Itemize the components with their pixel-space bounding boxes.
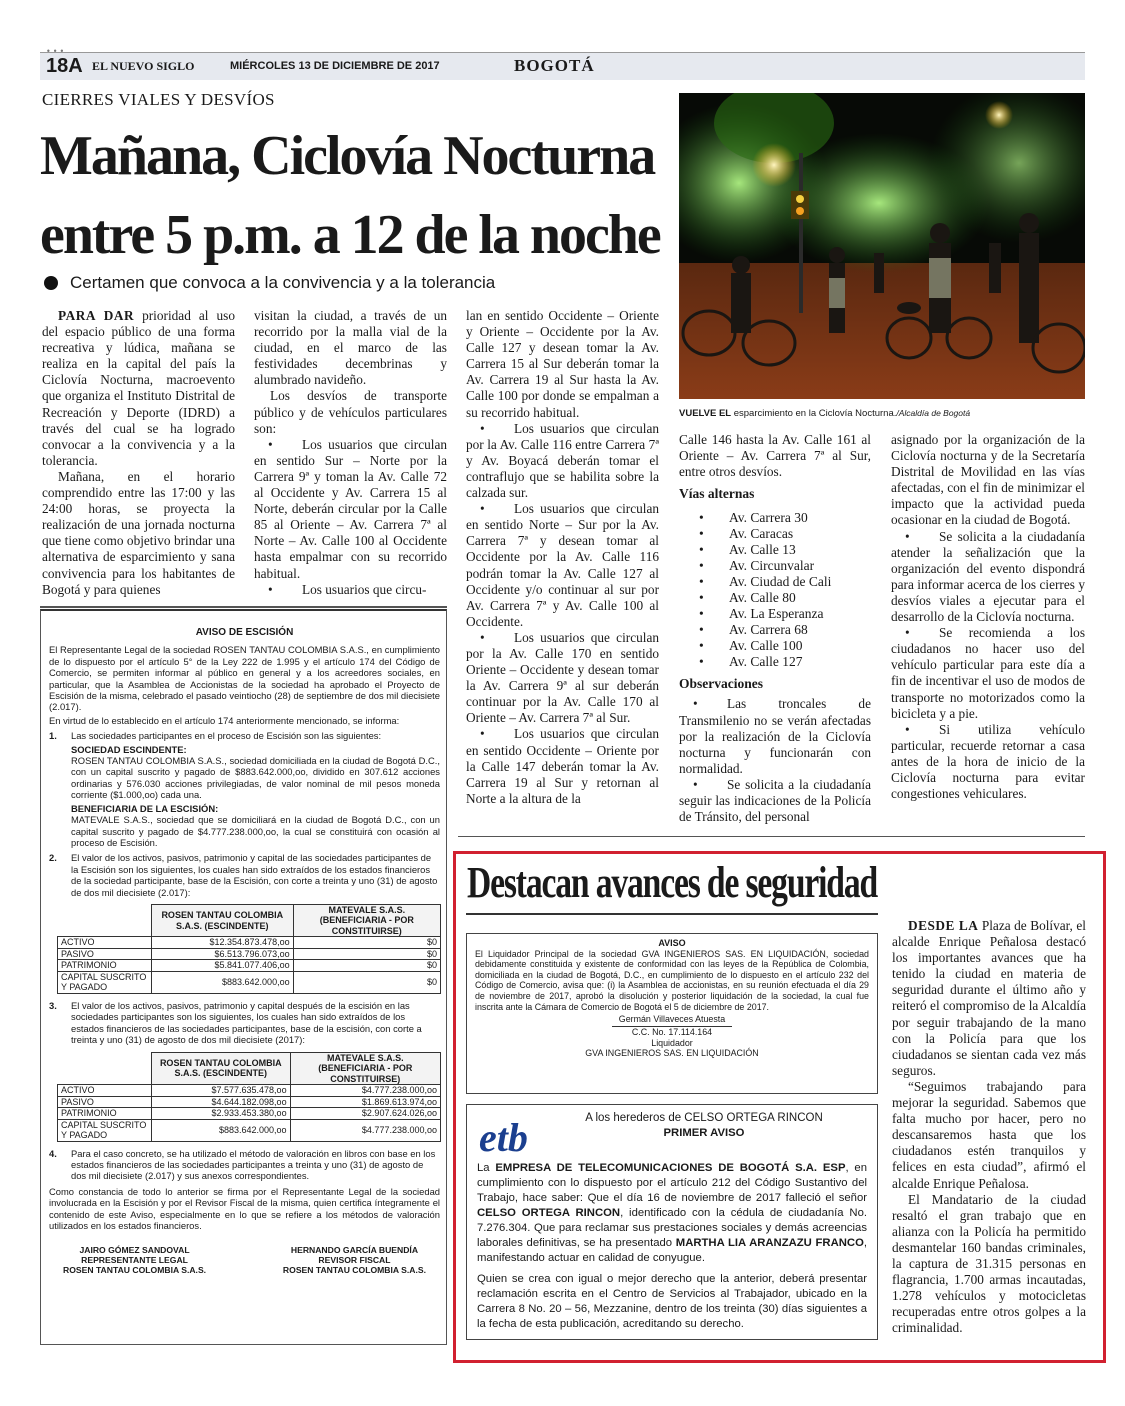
deceased-name: CELSO ORTEGA RINCON bbox=[477, 1207, 621, 1219]
article-kicker: CIERRES VIALES Y DESVÍOS bbox=[42, 90, 275, 109]
article2-column bbox=[892, 918, 1086, 1336]
etb-paragraph-1 bbox=[477, 1161, 867, 1266]
bullet-dot-icon bbox=[44, 276, 58, 290]
notice-paragraph: Como constancia de todo lo anterior se firma por el Representante Legal de la sociedad involucrada en la Escisión y por el Revisor Fiscal de la misma, quien certifica íntegramente el contenido de este Aviso, especialmente en lo que se refiere a los métodos de valoración utilizados en los estados financieros. bbox=[49, 1185, 440, 1231]
signer-name: Germán Villaveces Atuesta bbox=[618, 1014, 726, 1025]
list-item: Si utiliza vehículo particular, recuerde retornar a casa antes de la hora de inicio de la Ciclovía nocturna para evitar congestiones vehiculares. bbox=[891, 721, 1085, 802]
table-cell: PATRIMONIO bbox=[58, 960, 152, 972]
table-cell: $1.869.613.974,oo bbox=[290, 1096, 440, 1108]
paragraph: Calle 146 hasta la Av. Calle 161 al Oriente – Av. Carrera 7ª al Sur, entre otros desvíos. bbox=[679, 432, 871, 480]
text: , en cumplimiento con lo dispuesto por el artículo 212 del Código Sustantivo del Trabajo, hace saber: Que el día 16 de noviembre de 2017 falleció el señor bbox=[477, 1162, 867, 1204]
notice-item: El valor de los activos, pasivos, patrimonio y capital después de la escisión en las sociedades participantes son los siguientes, los cuales han sido extraídos de los estados financieros de las sociedades participantes, base de la escisión, con corte a treinta y uno (31) de agosto de dos mil diecisiete (2017): bbox=[71, 999, 422, 1046]
divider bbox=[40, 606, 447, 608]
list-item: Se solicita a la ciudadanía atender la señalización que la organización del evento dispondrá para informar acerca de los cierres y desvíos viales a ejecutar para el desarrollo de la Ciclovía nocturna. bbox=[891, 528, 1085, 625]
table-cell: $4.777.238.000,oo bbox=[290, 1085, 440, 1097]
signer-role: REVISOR FISCAL bbox=[318, 1255, 391, 1266]
claimant-name: MARTHA LIA ARANZAZU FRANCO bbox=[675, 1237, 864, 1249]
table-cell: PASIVO bbox=[58, 948, 152, 960]
table-cell: CAPITAL SUSCRITO Y PAGADO bbox=[58, 971, 152, 993]
table-cell: $4.777.238.000,oo bbox=[290, 1119, 440, 1141]
signature-block bbox=[475, 1014, 869, 1058]
table-header: ROSEN TANTAU COLOMBIA S.A.S. (ESCINDENTE) bbox=[151, 1052, 290, 1085]
bullet-icon: • bbox=[693, 696, 698, 712]
lead-in: DESDE LA bbox=[908, 918, 979, 933]
list-item: • Av. Ciudad de Cali bbox=[679, 574, 871, 590]
headline-line-2: entre 5 p.m. a 12 de la noche bbox=[40, 204, 660, 266]
paragraph: asignado por la organización de la Ciclovía nocturna y de la Secretaría Distrital de Movilidad en las vías afectadas, con el fin de minimizar el impacto que la actividad pueda ocasionar en la ciudad de Bogotá. bbox=[891, 432, 1085, 528]
table-cell: $7.577.635.478,oo bbox=[151, 1085, 290, 1097]
paragraph: El Mandatario de la ciudad resaltó el gran trabajo que en alianza con la Policía ha permitido desmantelar 160 bandas criminales, la captura de 31.315 personas en flagrancia, 1.700 armas incautadas, 1.278 vehículos y motocicletas recuperadas entre otros golpes a la criminalidad. bbox=[892, 1191, 1086, 1336]
table-row bbox=[58, 1119, 441, 1141]
signature-legal-rep bbox=[63, 1245, 206, 1275]
bullet-icon: • bbox=[480, 726, 485, 742]
notice-item: El valor de los activos, pasivos, patrimonio y capital de las sociedades participantes de la Escisión son los siguientes, los cuales han sido extraídos de los estados financieros de la sociedad participante, base de la Escisión, con corte a treinta y uno (31) de agosto de dos mil diecisiete (2.017): bbox=[71, 852, 438, 898]
item-number: 3. bbox=[49, 999, 57, 1011]
signer-org: GVA INGENIEROS SAS. EN LIQUIDACIÓN bbox=[585, 1047, 759, 1058]
paragraph: Plaza de Bolívar, el alcalde Enrique Peñalosa destacó los importantes avances que ha tenido la ciudad en materia de seguridad durante el último año y reiteró el compromiso de la Alcaldía por seguir trabajando de la mano con la Policía para que los ciudadanos se sientan cada vez más seguros. bbox=[892, 918, 1086, 1078]
list-item: • Av. Circunvalar bbox=[679, 558, 871, 574]
table-header bbox=[58, 904, 152, 937]
bullet-icon: • bbox=[268, 581, 273, 597]
escindente-label: SOCIEDAD ESCINDENTE: bbox=[71, 743, 187, 755]
table-header: MATEVALE S.A.S. (BENEFICIARIA - POR CONSTITUIRSE) bbox=[293, 904, 440, 937]
table-cell: $2.907.624.026,oo bbox=[290, 1108, 440, 1120]
etb-line-2: PRIMER AVISO bbox=[663, 1127, 745, 1139]
etb-line-1: A los herederos de CELSO ORTEGA RINCON bbox=[585, 1112, 823, 1124]
list-item: • Av. Calle 100 bbox=[679, 638, 871, 654]
logo-text: etb bbox=[479, 1115, 528, 1160]
bullet-icon: • bbox=[480, 629, 485, 645]
table-header bbox=[58, 1052, 152, 1085]
table-cell: $12.354.873.478,oo bbox=[151, 937, 293, 949]
aviso-gva bbox=[466, 933, 878, 1094]
list-item: • Av. Calle 13 bbox=[679, 542, 871, 558]
article-column-1 bbox=[42, 308, 235, 598]
notice-item: Las sociedades participantes en el proceso de Escisión son las siguientes: bbox=[71, 730, 382, 742]
text: La bbox=[477, 1162, 496, 1174]
paragraph: Los desvíos de transporte público y de vehículos particulares son: bbox=[254, 388, 447, 436]
table-cell: $6.513.796.073,oo bbox=[151, 948, 293, 960]
article-column-5 bbox=[891, 432, 1085, 802]
paragraph: “Seguimos trabajando para mejorar la seguridad. Sabemos que falta mucho por hacer, pero no descansaremos hasta que los ciudadanos estén tranquilos y felices en esta ciudad”, afirmó el alcalde Enrique Peñalosa. bbox=[892, 1078, 1086, 1191]
caption-credit: /Alcaldía de Bogotá bbox=[896, 408, 971, 418]
financial-table-after bbox=[57, 1052, 441, 1142]
table-cell: $2.933.453.380,oo bbox=[151, 1108, 290, 1120]
header-dots: ••• bbox=[46, 47, 67, 56]
bullet-icon: • bbox=[905, 625, 910, 641]
caption-text: esparcimiento en la Ciclovía Nocturna. bbox=[731, 408, 897, 419]
table-cell: $883.642.000,oo bbox=[151, 1119, 290, 1141]
list-item: Los usuarios que circulan en sentido Sur – Norte por la Carrera 9ª y toman la Av. Calle 72 al Occidente y Av. Carrera 15 al Norte, deberán circular por la Calle 85 al Oriente – Av. Carrera 7ª al Norte – Av. Calle 100 al Occidente hasta empalmar con su recorrido habitual. bbox=[254, 436, 447, 581]
bullet-icon: • bbox=[268, 436, 273, 452]
signer-name: JAIRO GÓMEZ SANDOVAL bbox=[79, 1245, 190, 1256]
list-item: • Av. Calle 80 bbox=[679, 590, 871, 606]
notice-paragraph: El Liquidador Principal de la sociedad GVA INGENIEROS SAS. EN LIQUIDACIÓN, sociedad debidamente constituida y existente de conformidad con las leyes de la República de Colombia, domiciliada en la ciudad de Bogotá, D.C., en cumplimiento de lo dispuesto en el artículo 232 del Código de Comercio, avisa que: (i) la Asamblea de accionistas, en su reunión efectuada el día 29 de noviembre de 2017, aprobó la disolución y posterior liquidación de la sociedad, la cual fue inscrita ante la Cámara de Comercio de Bogotá el 5 de diciembre de 2017. bbox=[475, 948, 869, 1012]
article-column-3 bbox=[466, 308, 659, 807]
beneficiaria-text: MATEVALE S.A.S., sociedad que se domiciliará en la ciudad de Bogotá D.C., con un capital suscrito y pagado de $4.777.238.000,oo, la cual se constituirá con ocasión al proceso de Escisión. bbox=[71, 814, 440, 848]
text: , identificado con la cédula de ciudadanía No. 7.276.304. Que para reclamar sus prestaciones sociales y demás acreencias laborales definitivas, se ha presentado bbox=[477, 1207, 867, 1249]
notice-title: AVISO DE ESCISIÓN bbox=[195, 627, 294, 638]
bullet-icon: • bbox=[480, 501, 485, 517]
observaciones-title: Observaciones bbox=[679, 676, 763, 692]
table-cell: PASIVO bbox=[58, 1096, 152, 1108]
list-item: Los usuarios que circulan en sentido Norte – Sur por la Av. Carrera 7ª y desean tomar al Occidente por la Av. Calle 116 podrán tomar la Av. Calle 127 al Occidente y/o continuar al sur por Av. Carrera 7ª y Av. Calle 100 al Occidente. bbox=[466, 501, 659, 629]
notice-paragraph: En virtud de lo establecido en el artículo 174 anteriormente mencionado, se informa: bbox=[49, 714, 400, 726]
beneficiaria-label: BENEFICIARIA DE LA ESCISIÓN: bbox=[71, 802, 219, 814]
signer-role: Liquidador bbox=[651, 1037, 693, 1048]
article-column-4 bbox=[679, 432, 871, 825]
list-item: Los usuarios que circu- bbox=[302, 581, 427, 597]
bullet-icon: • bbox=[480, 420, 485, 436]
signer-org: ROSEN TANTAU COLOMBIA S.A.S. bbox=[63, 1265, 207, 1276]
table-cell: CAPITAL SUSCRITO Y PAGADO bbox=[58, 1119, 152, 1141]
bullet-icon: • bbox=[693, 776, 698, 792]
table-header: MATEVALE S.A.S. (BENEFICIARIA - POR CONSTITUIRSE) bbox=[290, 1052, 440, 1085]
table-row bbox=[58, 971, 441, 993]
financial-table-before bbox=[57, 904, 441, 994]
list-item: • Av. Carrera 68 bbox=[679, 622, 871, 638]
etb-logo-icon bbox=[477, 1111, 541, 1161]
list-item: Los usuarios que circulan en sentido Occidente – Oriente por la Calle 147 deberán tomar la Av. Carrera 19 al Sur y retornan al Norte a la altura de la bbox=[466, 726, 659, 806]
paragraph: visitan la ciudad, a través de un recorrido por la malla vial de la ciudad, en el marco de las festividades decembrinas y alumbrado navideño. bbox=[254, 308, 447, 388]
table-cell: $4.644.182.098,oo bbox=[151, 1096, 290, 1108]
divider bbox=[458, 836, 1085, 837]
aviso-escision bbox=[40, 609, 447, 1345]
section-title: BOGOTÁ bbox=[514, 56, 595, 75]
item-number: 4. bbox=[49, 1147, 57, 1159]
photo-caption bbox=[679, 408, 1085, 419]
escindente-text: ROSEN TANTAU COLOMBIA S.A.S., sociedad domiciliada en la ciudad de Bogotá D.C., con un capital suscrito y pagado de $883.642.000,oo, dividido en 307.612 acciones ordinarias y 576.030 acciones privilegiadas, de valor nominal de mil pesos moneda corriente ($1.000,oo) cada una. bbox=[71, 755, 440, 801]
table-row bbox=[58, 1085, 441, 1097]
text: , manifestando actuar en calidad de conyugue. bbox=[477, 1237, 867, 1264]
etb-paragraph-2: Quien se crea con igual o mejor derecho que la anterior, deberá presentar reclamación escrita en el Centro de Servicios al Trabajador, ubicado en la Carrera 8 No. 20 – 56, Mezzanine, dentro de los treinta (30) días siguientes a la fecha de esta publicación, acreditando su derecho. bbox=[477, 1273, 867, 1330]
table-cell: $883.642.000,oo bbox=[151, 971, 293, 993]
item-number: 2. bbox=[49, 852, 57, 864]
table-row bbox=[58, 960, 441, 972]
table-row bbox=[58, 937, 441, 949]
vias-title: Vías alternas bbox=[679, 486, 755, 502]
headline-underline bbox=[466, 913, 878, 915]
page-header bbox=[40, 47, 1085, 80]
bullet-icon: • bbox=[905, 528, 910, 544]
article-column-2 bbox=[254, 308, 447, 598]
list-item: • Av. Calle 127 bbox=[679, 654, 871, 670]
issue-date: MIÉRCOLES 13 DE DICIEMBRE DE 2017 bbox=[230, 60, 440, 72]
table-cell: $5.841.077.406,oo bbox=[151, 960, 293, 972]
list-item: • Av. La Esperanza bbox=[679, 606, 871, 622]
table-cell: $0 bbox=[293, 937, 440, 949]
ciclovia-photo bbox=[679, 93, 1085, 399]
table-cell: ACTIVO bbox=[58, 937, 152, 949]
headline-seguridad: Destacan avances de seguridad bbox=[467, 858, 878, 907]
paragraph: Mañana, en el horario comprendido entre las 17:00 y las 24:00 horas, se proyecta la realización de una jornada nocturna que tiene como objetivo brindar una alternativa de esparcimiento y sana convivencia para los habitantes de Bogotá y para quienes bbox=[42, 468, 235, 597]
list-item: Los usuarios que circulan por la Av. Calle 116 entre Carrera 7ª y Av. Boyacá deberán tomar el contraflujo que se habilita sobre la calzada sur. bbox=[466, 420, 659, 501]
list-item: Los usuarios que circulan por la Av. Calle 170 en sentido Oriente – Occidente y desean tomar la Av. Carrera 9ª al sur deberán continuar por la Av. Calle 170 al Oriente – Av. Carrera 7ª al Sur. bbox=[466, 629, 659, 726]
notice-item: Para el caso concreto, se ha utilizado el método de valoración en libros con base en los estados financieros de las sociedades participantes a treinta y uno (31) de agosto de dos mil diecisiete (2.017) y sus anexos correspondientes. bbox=[71, 1147, 436, 1182]
item-number: 1. bbox=[49, 730, 57, 742]
signer-name: HERNANDO GARCÍA BUENDÍA bbox=[290, 1245, 419, 1256]
table-cell: PATRIMONIO bbox=[58, 1108, 152, 1120]
list-item: • Av. Carrera 30 bbox=[679, 510, 871, 526]
list-item: • Av. Caracas bbox=[679, 526, 871, 542]
notice-title: AVISO bbox=[658, 938, 686, 948]
table-cell: $0 bbox=[293, 948, 440, 960]
list-item: Las troncales de Transmilenio no se verán afectadas por la realización de la Ciclovía nocturna y funcionarán con normalidad. bbox=[679, 696, 871, 776]
publication-name: EL NUEVO SIGLO bbox=[92, 59, 195, 73]
list-item: Se solicita a la ciudadanía seguir las indicaciones de la Policía de Tránsito, del personal bbox=[679, 776, 871, 825]
table-row bbox=[58, 948, 441, 960]
table-row bbox=[58, 1108, 441, 1120]
signer-id: C.C. No. 17.114.164 bbox=[631, 1027, 713, 1038]
subhead-text: Certamen que convoca a la convivencia y a la tolerancia bbox=[70, 273, 496, 292]
notice-paragraph: El Representante Legal de la sociedad ROSEN TANTAU COLOMBIA S.A.S., en cumplimiento de lo dispuesto por el artículo 5° de la Ley 222 de 1.995 y el artículo 174 del Código de Comercio, se permiten informar al público en general y a los acreedores sociales, en particular, que la Asamblea de Accionistas de la sociedad ha aprobado el Proyecto de Escisión de la misma, celebrado el pasado veintiocho (28) de septiembre de dos mil diecisiete (2.017). bbox=[49, 644, 440, 713]
signature-fiscal bbox=[283, 1245, 426, 1275]
list-item: Se recomienda a los ciudadanos no hacer uso del vehículo particular para este día a fin de incentivar el uso de modos de transporte no motorizados como la bicicleta y a pie. bbox=[891, 625, 1085, 721]
paragraph: lan en sentido Occidente – Oriente y Oriente – Occidente por la Av. Calle 127 y desean tomar la Av. Carrera 15 al Sur deberán tomar la Av. Carrera 19 al Sur hasta la Av. Calle 100 por donde se empalman a su recorrido habitual. bbox=[466, 308, 659, 420]
table-cell: $0 bbox=[293, 971, 440, 993]
table-row bbox=[58, 1096, 441, 1108]
signer-role: REPRESENTANTE LEGAL bbox=[81, 1255, 188, 1266]
lead-in: PARA DAR bbox=[58, 308, 135, 323]
page-number: 18A bbox=[46, 55, 83, 77]
company-name: EMPRESA DE TELECOMUNICACIONES DE BOGOTÁ S.A. ESP bbox=[495, 1162, 846, 1174]
table-header: ROSEN TANTAU COLOMBIA S.A.S. (ESCINDENTE) bbox=[151, 904, 293, 937]
signer-org: ROSEN TANTAU COLOMBIA S.A.S. bbox=[282, 1265, 426, 1276]
vias-list bbox=[679, 510, 871, 670]
table-cell: $0 bbox=[293, 960, 440, 972]
article-subhead bbox=[44, 273, 495, 293]
headline-line-1: Mañana, Ciclovía Nocturna bbox=[40, 125, 655, 187]
signatures bbox=[49, 1245, 440, 1275]
caption-lead: VUELVE EL bbox=[679, 408, 732, 419]
aviso-etb bbox=[466, 1104, 878, 1340]
paragraph: prioridad al uso del espacio público de una forma recreativa y lúdica, mañana se realiza en la capital del país la Ciclovía Nocturna, macroevento que organiza el Instituto Distrital de Recreación y Deporte (IDRD) a través del cual se ha logrado convocar a la convivencia y a la tolerancia. bbox=[42, 308, 235, 468]
bullet-icon: • bbox=[905, 721, 910, 737]
table-cell: ACTIVO bbox=[58, 1085, 152, 1097]
